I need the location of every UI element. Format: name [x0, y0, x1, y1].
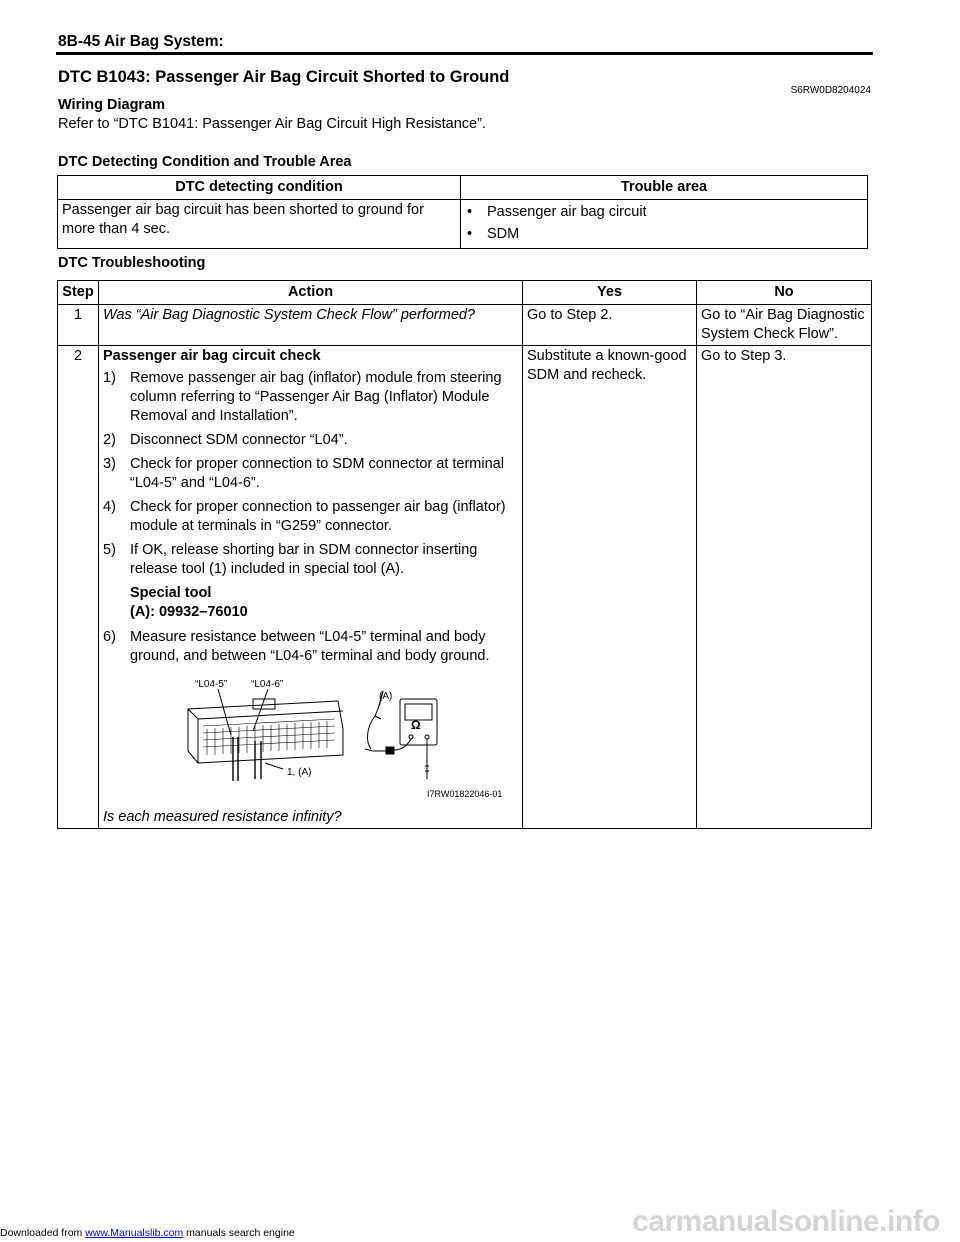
step-question: Is each measured resistance infinity? — [103, 809, 342, 825]
trouble-area-item: • Passenger air bag circuit — [465, 203, 863, 222]
action-item: 3) Check for proper connection to SDM connector at terminal “L04-5” and “L04-6”. — [103, 456, 504, 491]
label-l04-5: “L04-5” — [195, 679, 228, 690]
table-row — [58, 346, 872, 829]
condition-heading: DTC Detecting Condition and Trouble Area — [58, 154, 352, 170]
section-code: S6RW0D8204024 — [790, 85, 871, 96]
figure-id: I7RW01822046-01 — [427, 789, 503, 799]
step-number: 2 — [58, 346, 99, 829]
page-header: 8B-45 Air Bag System: — [58, 33, 224, 50]
wiring-text: Refer to “DTC B1041: Passenger Air Bag Circuit High Resistance”. — [58, 116, 486, 132]
action-item: 6) Measure resistance between “L04-5” terminal and body ground, and between “L04-6” terminal and body ground. — [103, 629, 490, 664]
special-tool-value: (A): 09932–76010 — [130, 604, 248, 620]
footer-link[interactable]: www.Manualslib.com — [85, 1227, 184, 1239]
footer-suffix: manuals search engine — [183, 1227, 295, 1239]
trouble-area-cell — [461, 200, 868, 249]
label-1-a: 1, (A) — [287, 767, 312, 778]
step-title: Passenger air bag circuit check — [103, 348, 321, 364]
action-col-header: Action — [99, 281, 523, 305]
step-yes: Go to Step 2. — [523, 305, 697, 346]
yes-col-header: Yes — [523, 281, 697, 305]
section-title: DTC B1043: Passenger Air Bag Circuit Shorted to Ground — [58, 68, 510, 86]
special-tool-label: Special tool — [130, 585, 212, 601]
condition-table — [57, 175, 868, 249]
label-a: (A) — [379, 691, 393, 702]
footer-prefix: Downloaded from — [0, 1227, 86, 1239]
step-no: Go to “Air Bag Diagnostic System Check Flow”. — [697, 305, 872, 346]
ohm-icon: Ω — [411, 718, 421, 732]
action-item: 5) If OK, release shorting bar in SDM connector inserting release tool (1) included in special tool (A). — [103, 542, 478, 577]
action-item: 4) Check for proper connection to passenger air bag (inflator) module at terminals in “G259” connector. — [103, 499, 506, 534]
step-no: Go to Step 3. — [697, 346, 872, 829]
trouble-area-col-header: Trouble area — [461, 176, 868, 200]
step-number: 1 — [58, 305, 99, 346]
watermark: carmanualsonline.info — [632, 1205, 940, 1238]
step-col-header: Step — [58, 281, 99, 305]
condition-col-header: DTC detecting condition — [58, 176, 461, 200]
table-row — [58, 305, 872, 346]
special-tool — [103, 584, 518, 622]
troubleshooting-heading: DTC Troubleshooting — [58, 255, 206, 271]
troubleshooting-table — [57, 280, 872, 829]
connector-figure — [103, 671, 513, 806]
step-yes: Substitute a known-good SDM and recheck. — [523, 346, 697, 829]
header-rule — [56, 52, 873, 55]
action-item: 1) Remove passenger air bag (inflator) module from steering column referring to “Passenger Air Bag (Inflator) Module Removal and Installation”. — [103, 370, 502, 424]
no-col-header: No — [697, 281, 872, 305]
footer — [0, 1227, 295, 1239]
step-action — [99, 346, 523, 829]
wiring-heading: Wiring Diagram — [58, 97, 166, 113]
step-action: Was “Air Bag Diagnostic System Check Flow” performed? — [99, 305, 523, 346]
condition-cell: Passenger air bag circuit has been shorted to ground for more than 4 sec. — [58, 200, 461, 249]
label-l04-6: “L04-6” — [251, 679, 284, 690]
trouble-area-item: • SDM — [465, 225, 863, 244]
action-item: 2) Disconnect SDM connector “L04”. — [103, 432, 348, 448]
